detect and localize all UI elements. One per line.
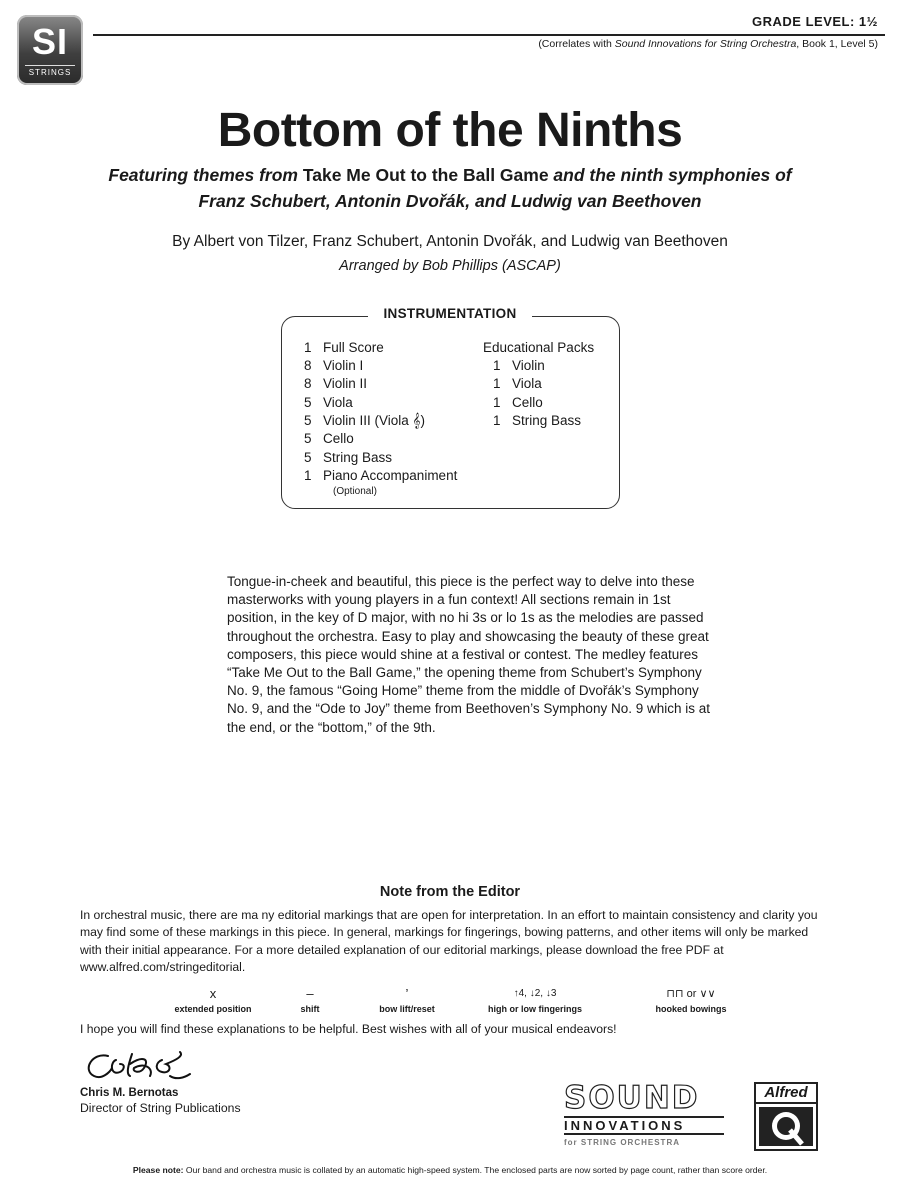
- footer-text: Our band and orchestra music is collated by an automatic high-speed system. The enclosed parts are now sorted by page count, rather than score order.: [183, 1165, 768, 1175]
- marking-caption: bow lift/reset: [379, 1004, 435, 1014]
- subtitle-line2: Franz Schubert, Antonin Dvořák, and Ludwig van Beethoven: [198, 191, 702, 211]
- part-qty: 1: [304, 340, 312, 355]
- pack-name: Viola: [512, 376, 542, 391]
- alfred-wordmark: Alfred: [756, 1084, 816, 1104]
- part-name: String Bass: [323, 450, 393, 465]
- arranger: Arranged by Bob Phillips (ASCAP): [339, 258, 561, 274]
- marking-symbol: ’: [405, 986, 409, 1001]
- footer-label: Please note:: [132, 1165, 184, 1175]
- logo-subtext: STRINGS: [25, 65, 75, 77]
- pack-qty: 1: [493, 358, 501, 373]
- logo-innovations-word: INNOVATIONS: [564, 1116, 724, 1135]
- logo-letters: SI: [31, 21, 68, 62]
- part-qty: 5: [304, 431, 312, 446]
- pack-name: Cello: [512, 395, 543, 410]
- marking-caption: shift: [300, 1004, 320, 1014]
- pack-name: String Bass: [512, 413, 582, 428]
- subtitle-part1: Featuring themes from: [108, 165, 303, 185]
- part-name: Piano Accompaniment: [323, 468, 458, 483]
- marking-bow-lift: [362, 986, 452, 1014]
- alfred-emblem-icon: [756, 1104, 816, 1149]
- subtitle-part2: and the ninth symphonies of: [548, 165, 792, 185]
- correlation-note: [538, 38, 878, 50]
- part-item: [304, 467, 457, 485]
- grade-level: GRADE LEVEL: 1½: [752, 14, 878, 29]
- sound-innovations-logo: [564, 1082, 724, 1147]
- part-item: [304, 394, 353, 412]
- marking-symbol: ↑4, ↓2, ↓3: [513, 988, 557, 999]
- marking-caption: high or low fingerings: [488, 1004, 582, 1014]
- part-name: Full Score: [323, 340, 384, 355]
- pack-item: [493, 412, 581, 430]
- marking-caption: hooked bowings: [655, 1004, 727, 1014]
- marking-symbol: –: [306, 986, 314, 1001]
- correlates-prefix: (Correlates with: [538, 38, 615, 50]
- part-item: [304, 339, 384, 357]
- signer-name: Chris M. Bernotas: [80, 1087, 179, 1099]
- pack-qty: 1: [493, 395, 501, 410]
- marking-hooked-bowings: [636, 986, 746, 1014]
- part-name: Violin II: [323, 376, 368, 391]
- part-name: Violin III (Viola 𝄞): [323, 413, 426, 428]
- part-qty: 5: [304, 450, 312, 465]
- part-name: Viola: [323, 395, 353, 410]
- logo-strings-word: for STRING ORCHESTRA: [564, 1138, 680, 1147]
- footer-note: [0, 1165, 900, 1175]
- correlates-series: Sound Innovations for String Orchestra: [614, 38, 797, 50]
- part-qty: 8: [304, 358, 312, 373]
- marking-extended-position: [158, 986, 268, 1014]
- logo-sound-word: SOUND: [564, 1080, 700, 1116]
- part-qty: 5: [304, 395, 312, 410]
- part-item: [304, 430, 354, 448]
- header-rule: [93, 34, 885, 36]
- part-qty: 5: [304, 413, 312, 428]
- marking-fingerings: [470, 986, 600, 1014]
- signature-image: [80, 1046, 220, 1086]
- composers: By Albert von Tilzer, Franz Schubert, Antonin Dvořák, and Ludwig van Beethoven: [172, 233, 728, 250]
- correlates-suffix: , Book 1, Level 5): [796, 38, 878, 50]
- pack-name: Violin: [512, 358, 545, 373]
- signer-title: Director of String Publications: [80, 1101, 241, 1115]
- part-name: Violin I: [323, 358, 364, 373]
- page-title: Bottom of the Ninths: [217, 104, 683, 157]
- subtitle: [40, 162, 860, 214]
- packs-heading: Educational Packs: [483, 340, 595, 355]
- pack-qty: 1: [493, 413, 501, 428]
- marking-symbol: x: [209, 986, 217, 1001]
- editor-note-body: In orchestral music, there are ma ny editorial markings that are open for interpretation. In an effort to maintain consistency and clarity you may find some of these markings in this piece. In general, markings for fingerings, bowing patterns, and other items will only be marked with their initial appearance. For a more detailed explanation of our editorial markings, please download the free PDF at www.alfred.com/stringeditorial.: [80, 908, 818, 974]
- pack-item: [493, 394, 543, 412]
- pack-item: [493, 357, 545, 375]
- part-qty: 1: [304, 468, 312, 483]
- editor-note-heading: Note from the Editor: [379, 884, 521, 900]
- part-item: [304, 412, 425, 430]
- optional-note: (Optional): [333, 486, 377, 497]
- instrumentation-heading: INSTRUMENTATION: [368, 306, 532, 321]
- alfred-logo: [754, 1082, 818, 1151]
- part-item: [304, 375, 367, 393]
- marking-caption: extended position: [174, 1004, 252, 1014]
- part-item: [304, 357, 363, 375]
- piece-description: Tongue-in-cheek and beautiful, this piece is the perfect way to delve into these masterworks with young players in a fun context! All sections remain in 1st position, in the key of D major, with no hi 3s or lo 1s as the melodies are passed throughout the orchestra. Easy to play and showcasing the beauty of these great composers, this piece would shine at a festival or contest. The medley features “Take Me Out to the Ball Game,” the opening theme from Schubert’s Symphony No. 9, the famous “Going Home” theme from the middle of Dvořák’s Symphony No. 9, and the “Ode to Joy” theme from Beethoven’s Symphony No. 9 which is at the end, or the “bottom,” of the 9th.: [227, 574, 710, 735]
- pack-qty: 1: [493, 376, 501, 391]
- closing-note: I hope you will find these explanations to be helpful. Best wishes with all of your musical endeavors!: [80, 1022, 617, 1036]
- subtitle-song: Take Me Out to the Ball Game: [302, 165, 549, 185]
- marking-shift: [280, 986, 340, 1014]
- marking-symbol: ⊓⊓ or ∨∨: [666, 988, 716, 1000]
- si-strings-logo: [17, 15, 83, 85]
- part-name: Cello: [323, 431, 354, 446]
- part-qty: 8: [304, 376, 312, 391]
- part-item: [304, 449, 392, 467]
- pack-item: [493, 375, 542, 393]
